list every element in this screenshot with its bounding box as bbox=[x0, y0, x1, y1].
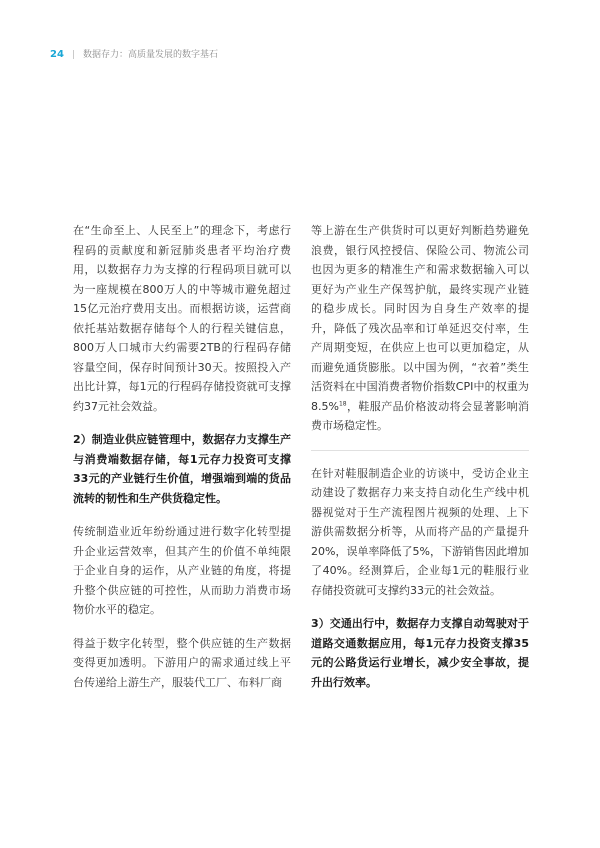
paragraph-upstream-tail: ，鞋服产品价格波动将会显著影响消费市场稳定性。 bbox=[311, 399, 529, 432]
left-column bbox=[73, 221, 291, 706]
divider bbox=[311, 450, 529, 451]
paragraph-footwear-interview: 在针对鞋服制造企业的访谈中，受访企业主动建设了数据存力来支持自动化生产线中机器视觉对于生产流程图片视频的处理、上下游供需数据分析等，从而将产品的产量提升20%，误单率降低了5%，下游销售因此增加了40%。经测算后，企业每1元的鞋服行业存储投资就可支撑约33元的社会效益。 bbox=[311, 466, 529, 597]
footnote-ref: 18 bbox=[338, 399, 347, 407]
paragraph-health-code: 在“生命至上、人民至上”的理念下，考虑行程码的贡献度和新冠肺炎患者平均治疗费用，以数据存力为支撑的行程码项目就可以为一座规模在800万人的中等城市避免超过15亿元治疗费用支出。而根据访谈，运营商依托基站数据存储每个人的行程关键信息，800万人口城市大约需要2TB的行程码存储容量空间，保存时间预计30天。按照投入产出比计算，每1元的行程码存储投资就可支撑约37元社会效益。 bbox=[73, 224, 291, 413]
page-number: 24 bbox=[50, 49, 64, 60]
header-separator: | bbox=[71, 50, 75, 60]
section-heading-transportation: 3）交通出行中，数据存力支撑自动驾驶对于道路交通数据应用，每1元存力投资支撑35元的公路货运行业增长，减少安全事故，提升出行效率。 bbox=[311, 617, 529, 689]
paragraph-upstream-text: 等上游在生产供货时可以更好判断趋势避免浪费，银行风控授信、保险公司、物流公司也因为更多的精准生产和需求数据输入可以更好为产业生产保驾护航，最终实现产业链的稳步成长。同时因为自身生产效率的提升，降低了残次品率和订单延迟交付率，生产周期变短，在供应上也可以更加稳定，从而避免通货膨胀。以中国为例，“衣着”类生活资料在中国消费者物价指数CPI中的权重为8.5% bbox=[311, 224, 529, 413]
paragraph-supply-chain-transparency: 得益于数字化转型，整个供应链的生产数据变得更加透明。下游用户的需求通过线上平台传递给上游生产，服装代工厂、布料厂商 bbox=[73, 636, 291, 689]
section-heading-manufacturing: 2）制造业供应链管理中，数据存力支撑生产与消费端数据存储，每1元存力投资可支撑33元的产业链行生价值，增强端到端的货品流转的韧性和生产供货稳定性。 bbox=[73, 433, 291, 505]
paragraph-digital-transformation: 传统制造业近年纷纷通过进行数字化转型提升企业运营效率，但其产生的价值不单纯限于企业自身的运作，从产业链的角度，将提升整个供应链的可控性，从而助力消费市场物价水平的稳定。 bbox=[73, 525, 291, 616]
page-header bbox=[50, 47, 218, 60]
header-title: 数据存力：高质量发展的数字基石 bbox=[82, 50, 218, 60]
right-column bbox=[311, 221, 529, 706]
paragraph-upstream-production bbox=[311, 221, 529, 436]
